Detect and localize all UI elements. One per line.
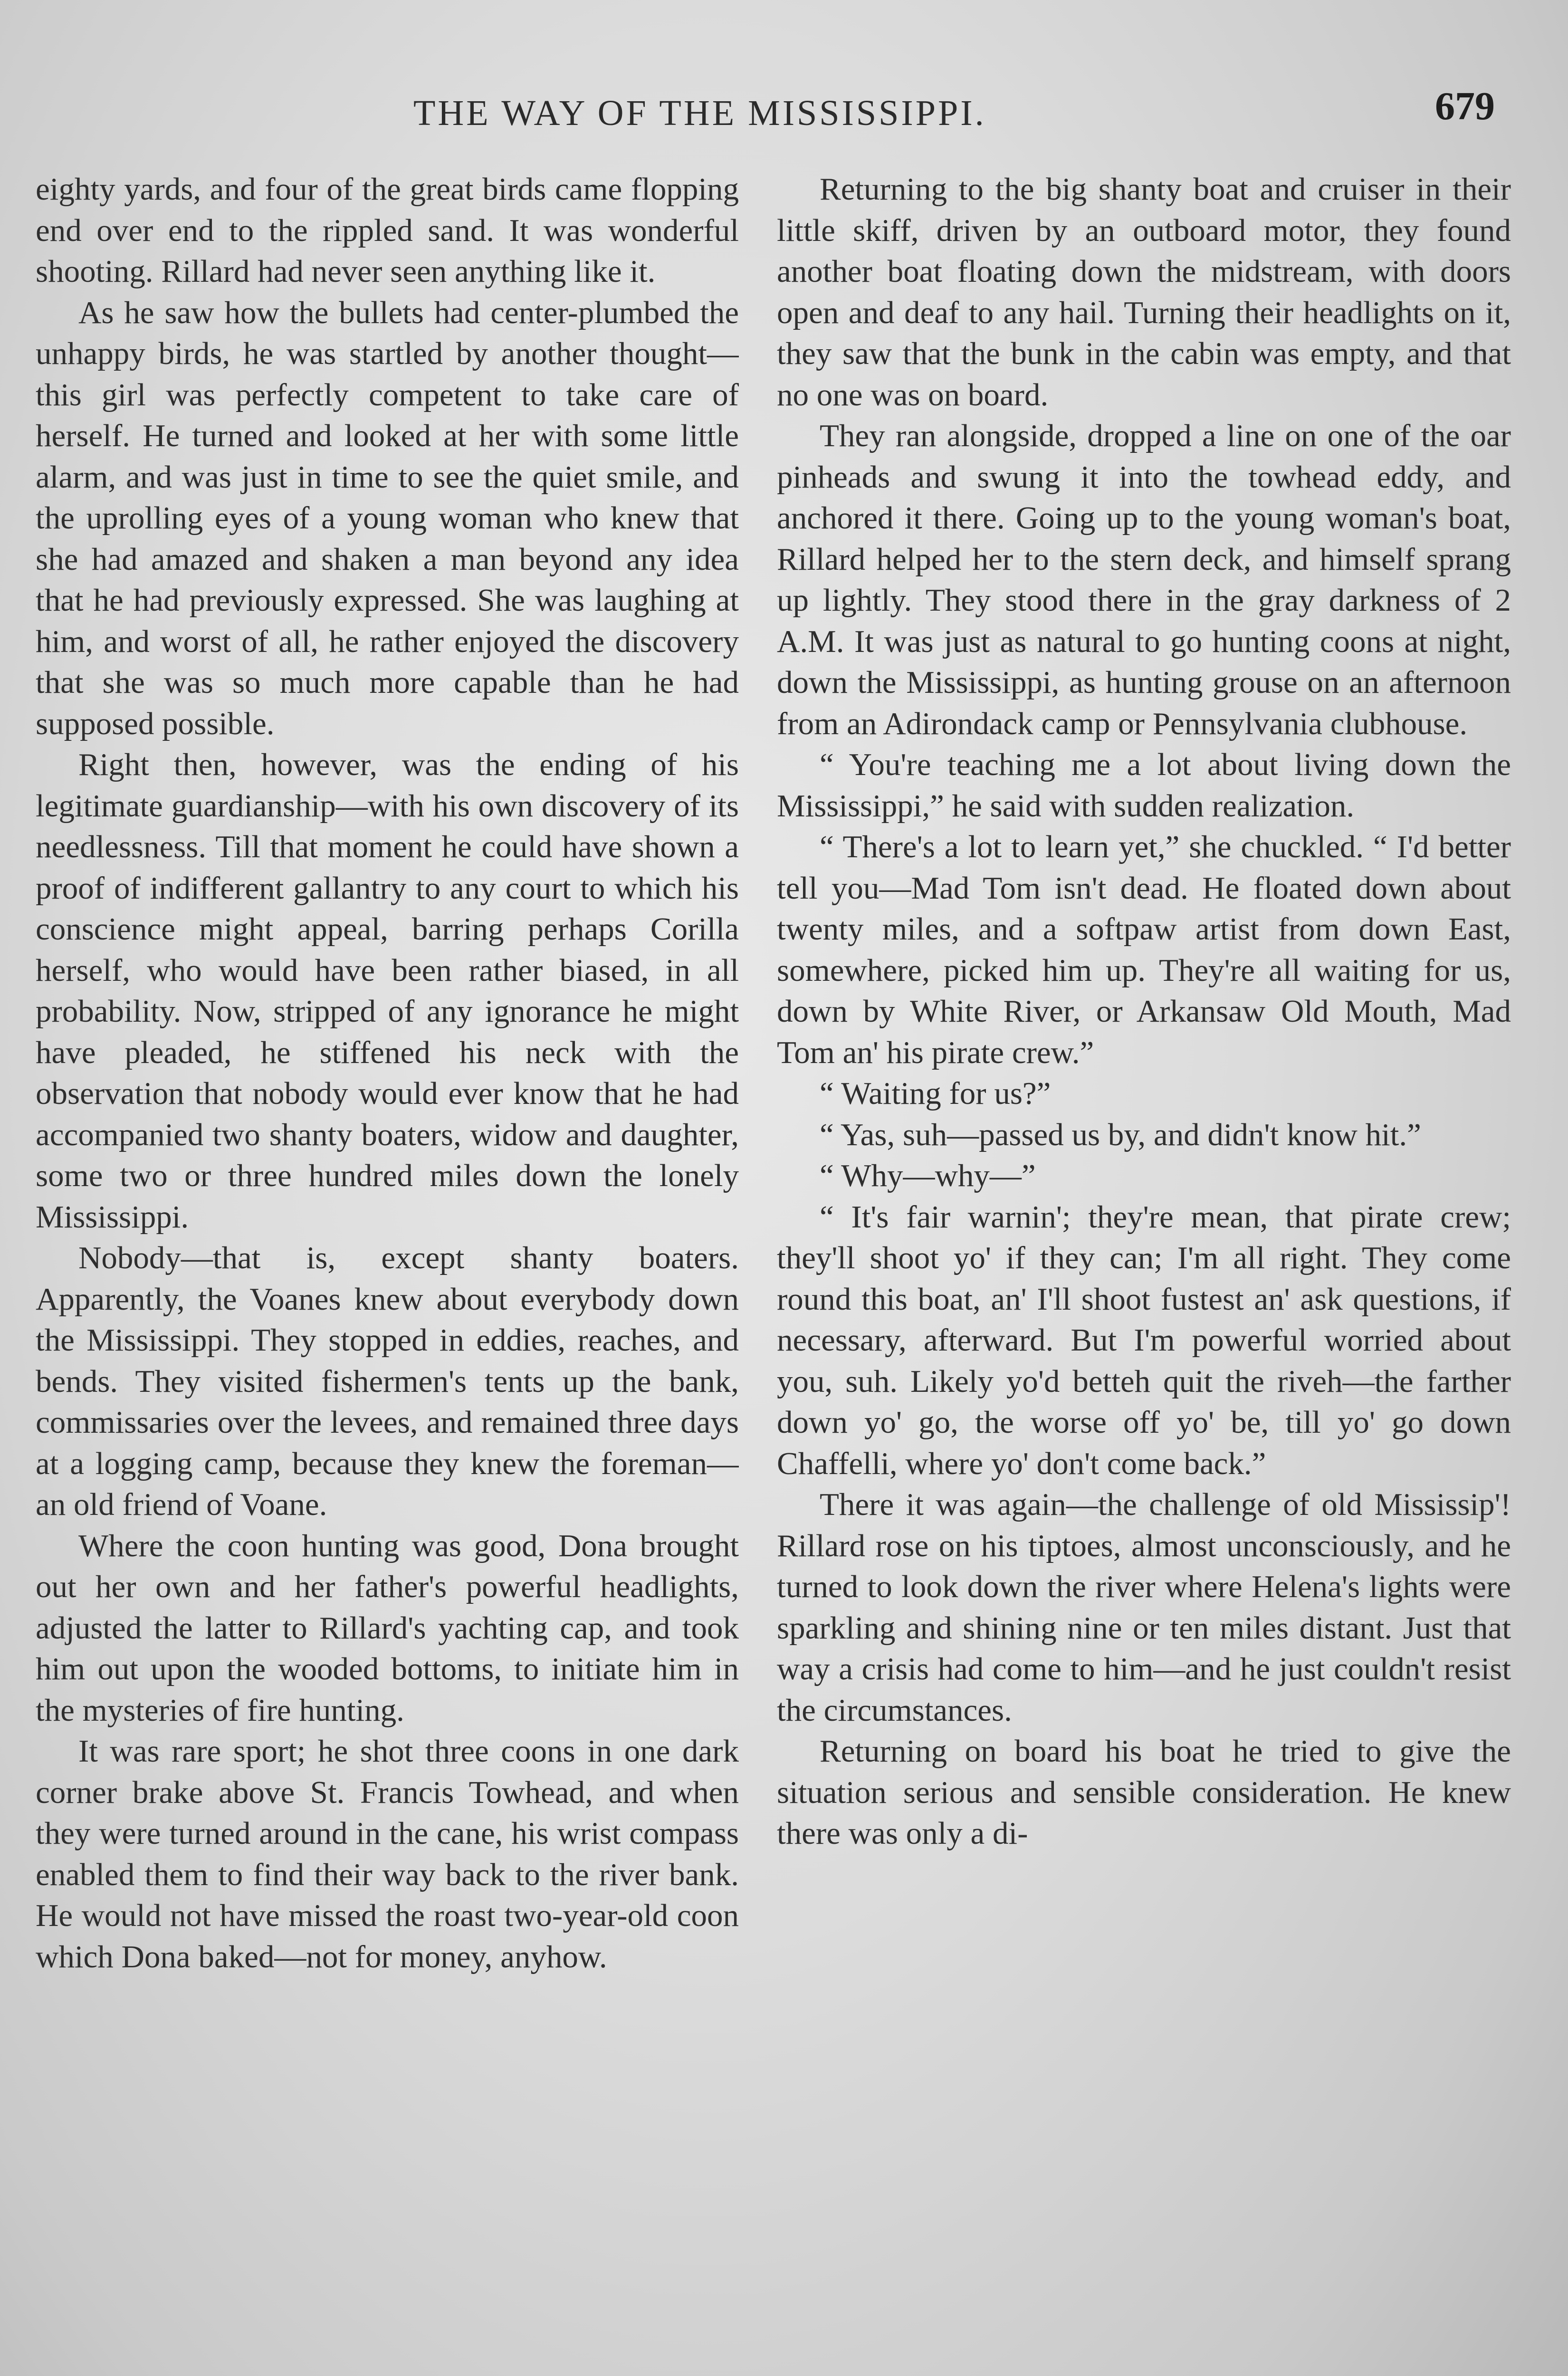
paragraph: It was rare sport; he shot three coons in one dark corner brake above St. Francis Towhead, and when they were turned around in the cane, his wrist compass enabled them to find their way back to the river bank. He would not have missed the roast two-year-old coon which Dona baked—not for money, anyhow. (36, 1734, 739, 1974)
paragraph: Returning on board his boat he tried to give the situation serious and sensible consideration. He knew there was only a di- (777, 1734, 1511, 1851)
paragraph: They ran alongside, dropped a line on one of the oar pinheads and swung it into the towhead eddy, and anchored it there. Going up to the young woman's boat, Rillard helped her to the stern deck, and himself sprang up lightly. They stood there in the gray darkness of 2 A.M. It was just as natural to go hunting coons at night, down the Mississippi, as hunting grouse on an afternoon from an Adirondack camp or Pennsylvania clubhouse. (777, 418, 1511, 741)
paragraph: Where the coon hunting was good, Dona brought out her own and her father's powerful headlights, adjusted the latter to Rillard's yachting cap, and took him out upon the wooded bottoms, to initiate him in the mysteries of fire hunting. (36, 1528, 739, 1728)
paragraph: “ It's fair warnin'; they're mean, that pirate crew; they'll shoot yo' if they can; I'm all right. They come round this boat, an' I'll shoot fustest an' ask questions, if necessary, afterward. But I'm powerful worried about you, suh. Likely yo'd betteh quit the riveh—the farther down yo' go, the worse off yo' be, till yo' go down Chaffelli, where yo' don't come back.” (777, 1199, 1511, 1481)
paragraph: “ Why—why—” (820, 1158, 1036, 1193)
watermark (1150, 2374, 1539, 2376)
paragraph: Returning to the big shanty boat and cruiser in their little skiff, driven by an outboard motor, they found another boat floating down the midstream, with doors open and deaf to any hail. Turning their headlights on it, they saw that the bunk in the cabin was empty, and that no one was on board. (777, 172, 1511, 412)
left-column (36, 169, 739, 2376)
paragraph: “ There's a lot to learn yet,” she chuckled. “ I'd better tell you—Mad Tom isn't dead. He floated down about twenty miles, and a softpaw artist from down East, somewhere, picked him up. They're all waiting for us, down by White River, or Arkansaw Old Mouth, Mad Tom an' his pirate crew.” (777, 829, 1511, 1070)
paragraph: “ Yas, suh—passed us by, and didn't know hit.” (820, 1117, 1421, 1152)
paragraph: Right then, however, was the ending of his legitimate guardianship—with his own discovery of its needlessness. Till that moment he could have shown a proof of indifferent gallantry to any court to which his conscience might appeal, barring perhaps Corilla herself, who would have been rather biased, in all probability. Now, stripped of any ignorance he might have pleaded, he stiffened his neck with the observation that nobody would ever know that he had accompanied two shanty boaters, widow and daughter, some two or three hundred miles down the lonely Mississippi. (36, 747, 739, 1235)
paragraph: There it was again—the challenge of old Mississip'! Rillard rose on his tiptoes, almost unconsciously, and he turned to look down the river where Helena's lights were sparkling and shining nine or ten miles distant. Just that way a crisis had come to him—and he just couldn't resist the circumstances. (777, 1487, 1511, 1728)
page-header (0, 83, 1568, 150)
page-number: 679 (1435, 84, 1495, 128)
paragraph: Nobody—that is, except shanty boaters. Apparently, the Voanes knew about everybody down the Mississippi. They stopped in eddies, reaches, and bends. They visited fishermen's tents up the bank, commissaries over the levees, and remained three days at a logging camp, because they knew the foreman—an old friend of Voane. (36, 1240, 739, 1522)
paragraph: “ You're teaching me a lot about living down the Mississippi,” he said with sudden realization. (777, 747, 1511, 824)
paragraph: As he saw how the bullets had center-plumbed the unhappy birds, he was startled by another thought—this girl was perfectly competent to take care of herself. He turned and looked at her with some little alarm, and was just in time to see the quiet smile, and the uprolling eyes of a young woman who knew that she had amazed and shaken a man beyond any idea that he had previously expressed. She was laughing at him, and worst of all, he rather enjoyed the discovery that she was so much more capable than he had supposed possible. (36, 295, 739, 741)
right-column (777, 169, 1511, 2376)
paragraph: eighty yards, and four of the great birds came flopping end over end to the rippled sand. It was wonderful shooting. Rillard had never seen anything like it. (36, 172, 739, 289)
paragraph: “ Waiting for us?” (820, 1076, 1051, 1111)
running-head: THE WAY OF THE MISSISSIPPI. (413, 93, 986, 133)
